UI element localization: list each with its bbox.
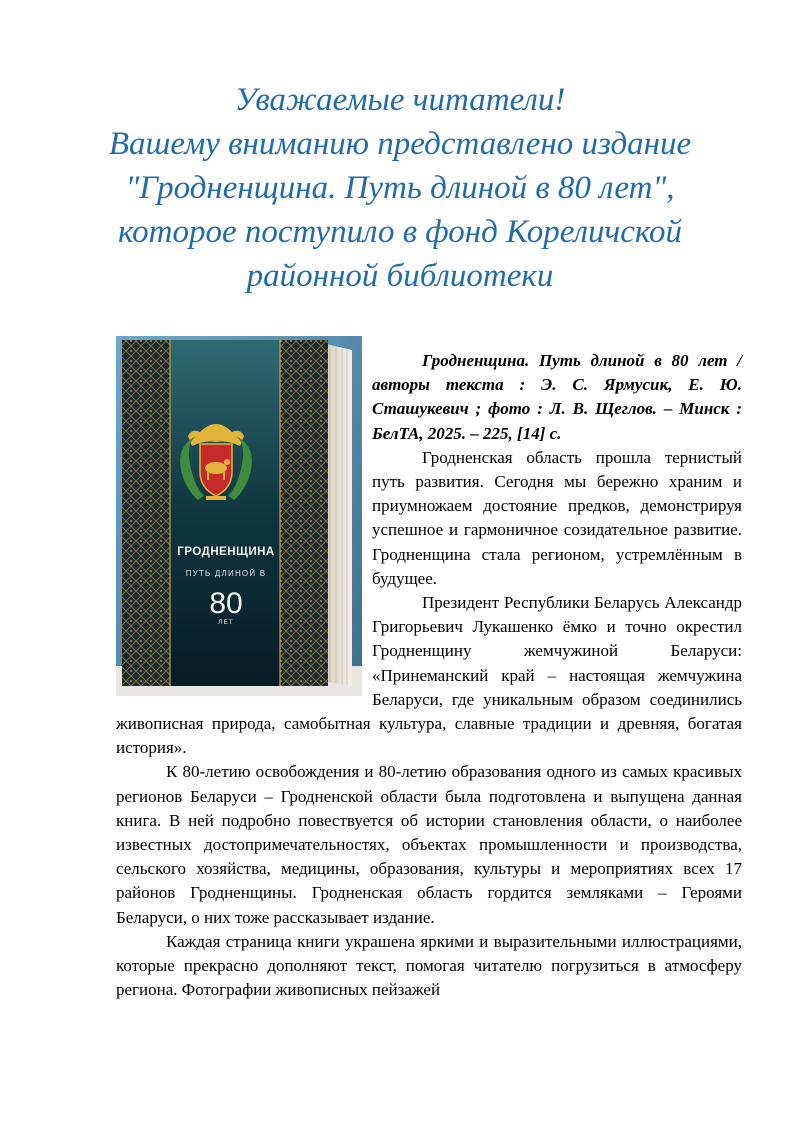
- heading-line-3: "Гродненщина. Путь длиной в 80 лет",: [125, 170, 675, 206]
- paragraph: Гродненская область прошла тернистый путь развития. Сегодня мы бережно храним и приумножаем достояние предков, демонстрируя успешное и гармоничное созидательное развитие. Гродненщина стала регионом, устремлённым в будущее.: [372, 447, 742, 588]
- page-heading: [60, 78, 740, 298]
- bibliographic-record: Гродненщина. Путь длиной в 80 лет / авторы текста : Э. С. Ярмусик, Е. Ю. Сташукевич ; фото : Л. В. Щеглов. – Минск : БелТА, 2025. – 225, [14] с.: [372, 351, 742, 443]
- cover-unit: ЛЕТ: [218, 619, 234, 626]
- cover-subtitle: ПУТЬ ДЛИНОЙ В: [185, 569, 267, 578]
- image-wrap-spacer: [116, 349, 372, 692]
- cover-title: ГРОДНЕНЩИНА: [177, 546, 275, 558]
- heading-line-1: Уважаемые читатели!: [234, 82, 566, 118]
- heading-line-5: районной библиотеки: [246, 258, 554, 294]
- heading-line-4: которое поступило в фонд Кореличской: [117, 214, 683, 250]
- heading-line-2: Вашему вниманию представлено издание: [108, 126, 692, 162]
- paragraph: К 80-летию освобождения и 80-летию образования одного из самых красивых регионов Беларуси – Гродненской области была подготовлена и выпущена данная книга. В ней подробно повествуется об истории становления области, о наиболее известных достопримечательностях, объектах промышленности и производства, сельского хозяйства, медицины, образования, культуры и мероприятиях всех 17 районов Гродненщины. Гродненская область гордится земляками – Героями Беларуси, о них тоже рассказывает издание.: [116, 762, 742, 927]
- paragraph: Каждая страница книги украшена яркими и выразительными иллюстрациями, которые прекрасно дополняют текст, помогая читателю погрузиться в атмосферу региона. Фотографии живописных пейзажей: [116, 931, 742, 1000]
- paragraph: Президент Республики Беларусь Александр Григорьевич Лукашенко ёмко и точно окрестил Гродненщину жемчужиной Беларуси: «Принеманский край – настоящая жемчужина Беларуси, где уникальным образом соединились живописная природа, самобытная культура, славные традиции и древняя, богатая история».: [116, 593, 742, 758]
- article-text: [116, 349, 742, 1002]
- cover-number: 80: [209, 587, 243, 620]
